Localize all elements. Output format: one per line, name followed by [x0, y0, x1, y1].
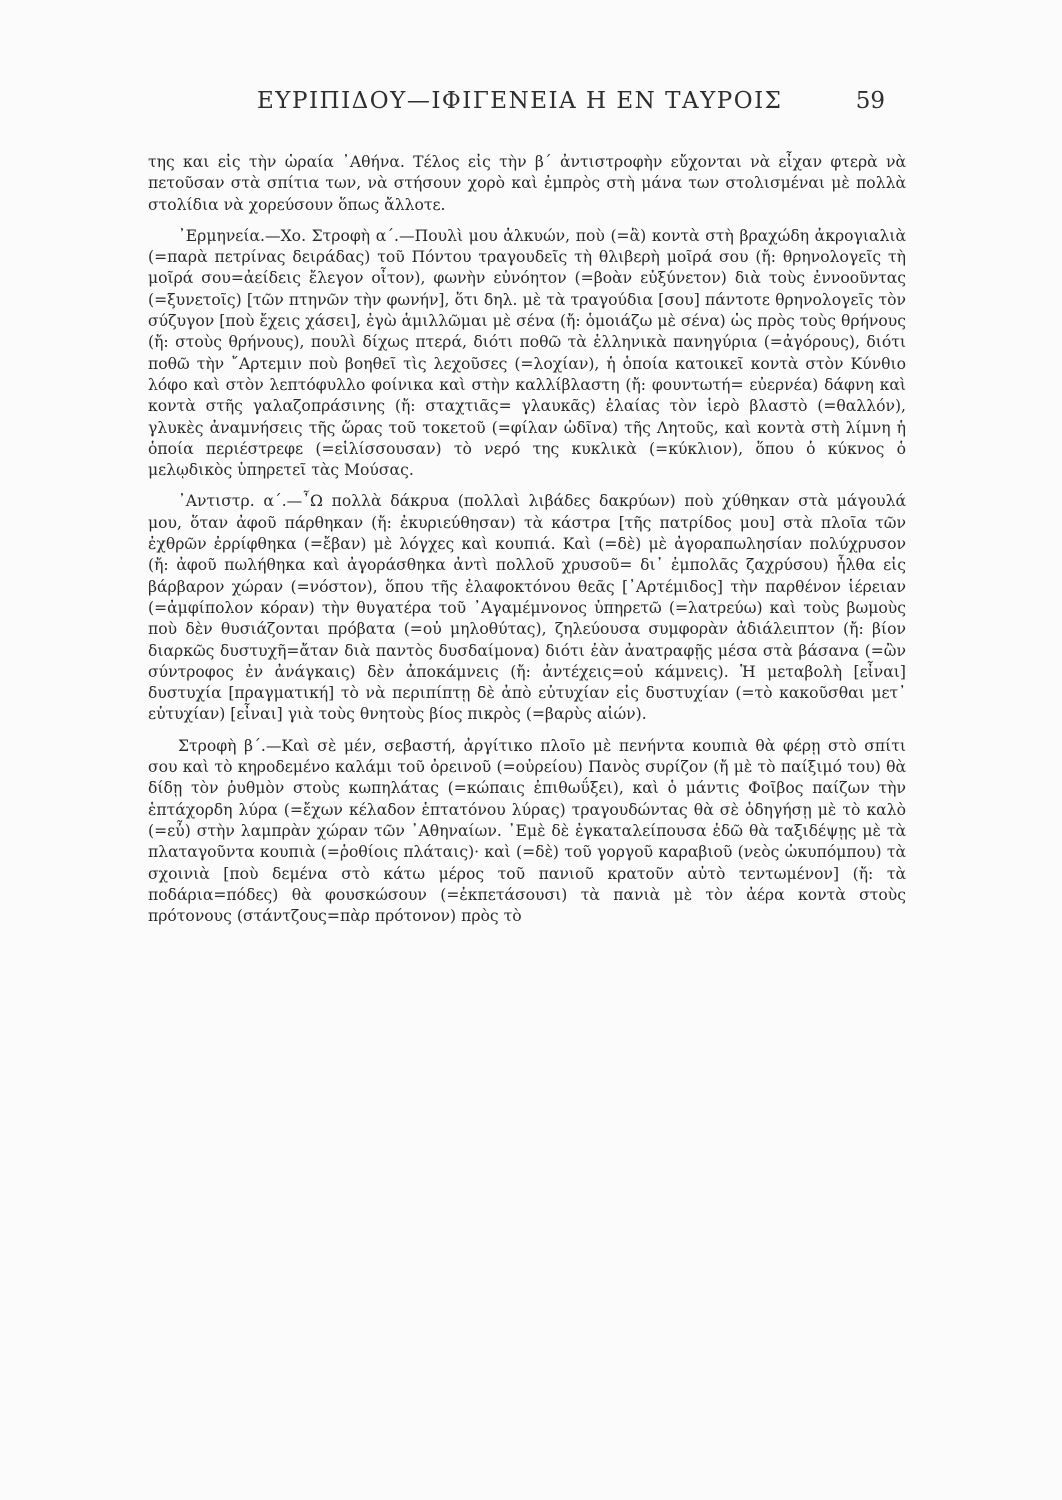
paragraph-strophe-b: Στροφὴ β΄.—Καὶ σὲ μέν, σεβαστή, ἀργίτικο πλοῖο μὲ πενήντα κουπιὰ θὰ φέρῃ στὸ σπίτι σου καὶ τὸ κηροδεμένο καλάμι τοῦ ὀρεινοῦ (=οὐρείου) Πανὸς συρίζον (ἤ μὲ τὸ παίξιμό του) θὰ δίδῃ τὸν ῥυθμὸν στοὺς κωπηλάτας (=κώπαις ἐπιθωΰξει), καὶ ὁ μάντις Φοῖβος παίζων τὴν ἑπτάχορδη λύρα (=ἔχων κέλαδον ἑπτατόνου λύρας) τραγουδώντας θὰ σὲ ὁδηγήσῃ μὲ τὸ καλὸ (=εὖ) στὴν λαμπρὰν χώραν τῶν ᾽Αθηναίων. ᾽Εμὲ δὲ ἐγκαταλείπουσα ἐδῶ θὰ ταξιδέψῃς μὲ τὰ πλαταγοῦντα κουπιὰ (=ῥοθίοις πλάταις)· καὶ (=δὲ) τοῦ γοργοῦ καραβιοῦ (νεὸς ὠκυπόμπου) τὰ σχοινιὰ [ποὺ δεμένα στὸ κάτω μέρος τοῦ πανιοῦ κρατοῦν αὐτὸ τεντωμένον] (ἤ: τὰ ποδάρια=πόδες) θὰ φουσκώσουν (=ἐκπετάσουσι) τὰ πανιὰ μὲ τὸν ἀέρα κοντὰ στοὺς πρότονους (στάντζους=πὰρ πρότονον) πρὸς τὸ	[148, 736, 906, 926]
paragraph-intro-summary: της και εἰς τὴν ὡραία ᾽Αθήνα. Τέλος εἰς τὴν β΄ ἀντιστροφὴν εὔχονται νὰ εἶχαν φτερὰ νὰ πετοῦσαν στὰ σπίτια των, νὰ στήσουν χορὸ καὶ ἐμπρὸς στὴ μάνα των στολισμέναι μὲ πολλὰ στολίδια νὰ χορεύσουν ὅπως ἄλλοτε.	[148, 153, 906, 214]
page-number: 59	[855, 88, 885, 114]
paragraph-antistrophe-a: ᾽Αντιστρ. α΄.—῏Ω πολλὰ δάκρυα (πολλαὶ λιβάδες δακρύων) ποὺ χύθηκαν στὰ μάγουλά μου, ὅταν ἀφοῦ πάρθηκαν (ἤ: ἐκυριεύθησαν) τὰ κάστρα [τῆς πατρίδος μου] στὰ πλοῖα τῶν ἐχθρῶν ἐρρίφθηκα (=ἔβαν) μὲ λόγχες καὶ κουπιά. Καὶ (=δὲ) μὲ ἀγοραπωλησίαν πολύχρυσον (ἤ: ἀφοῦ πωλήθηκα καὶ ἀγοράσθηκα ἀντὶ πολλοῦ χρυσοῦ= δι᾽ ἐμπολᾶς ζαχρύσου) ἦλθα εἰς βάρβαρον χώραν (=νόστον), ὅπου τῆς ἐλαφοκτόνου θεᾶς [᾽Αρτέμιδος] τὴν παρθένον ἱέρειαν (=ἀμφίπολον κόραν) τὴν θυγατέρα τοῦ ᾽Αγαμέμνονος ὑπηρετῶ (=λατρεύω) καὶ τοὺς βωμοὺς ποὺ δὲν θυσιάζονται πρόβατα (=οὐ μηλοθύτας), ζηλεύουσα συμφορὰν ἀδιάλειπτον (ἤ: βίον διαρκῶς δυστυχῆ=ἄταν διὰ παντὸς δυσδαίμονα) διότι ἐὰν ἀνατραφῇς μέσα στὰ βάσανα (=ὢν σύντροφος ἐν ἀνάγκαις) δὲν ἀποκάμνεις (ἤ: ἀντέχεις=οὐ κάμνεις). Ἡ μεταβολὴ [εἶναι] δυστυχία [πραγματική] τὸ νὰ περιπίπτῃ δὲ ἀπὸ εὐτυχίαν εἰς δυστυχίαν (=τὸ κακοῦσθαι μετ᾽ εὐτυχίαν) [εἶναι] γιὰ τοὺς θνητοὺς βίος πικρὸς (=βαρὺς αἰών).	[148, 492, 906, 724]
body-text	[148, 152, 906, 927]
running-head: ΕΥΡΙΠΙΔΟΥ—ΙΦΙΓΕΝΕΙΑ Η ΕΝ ΤΑΥΡΟΙΣ	[257, 88, 783, 114]
paragraph-strophe-a: ᾽Ερμηνεία.—Χο. Στροφὴ α΄.—Πουλὶ μου ἀλκυών, ποὺ (=ἃ) κοντὰ στὴ βραχώδη ἀκρογιαλιὰ (=παρὰ πετρίνας δειράδας) τοῦ Πόντου τραγουδεῖς τὴ θλιβερὴ μοῖρά σου (ἤ: θρηνολογεῖς τὴ μοῖρά σου=ἀείδεις ἔλεγον οἶτον), φωνὴν εὐνόητον (=βοὰν εὐξύνετον) διὰ τοὺς ἐννοοῦντας (=ξυνετοῖς) [τῶν πτηνῶν τὴν φωνήν], ὅτι δηλ. μὲ τὰ τραγούδια [σου] πάντοτε θρηνολογεῖς τὸν σύζυγον [ποὺ ἔχεις χάσει], ἐγὼ ἁμιλλῶμαι μὲ σένα (ἤ: ὁμοιάζω μὲ σένα) ὡς πρὸς τοὺς θρήνους (ἤ: στοὺς θρήνους), πουλὶ δίχως πτερά, διότι ποθῶ τὰ ἑλληνικὰ πανηγύρια (=ἀγόρους), διότι ποθῶ τὴν ῎Αρτεμιν ποὺ βοηθεῖ τὶς λεχοῦσες (=λοχίαν), ἡ ὁποία κατοικεῖ κοντὰ στὸν Κύνθιο λόφο καὶ στὸν λεπτόφυλλο φοίνικα καὶ στὴν καλλίβλαστη (ἤ: φουντωτή= εὐερνέα) δάφνη καὶ κοντὰ στῆς γαλαζοπράσινης (ἤ: σταχτιᾶς= γλαυκᾶς) ἐλαίας τὸν ἱερὸ βλαστὸ (=θαλλόν), γλυκὲς ἀναμνήσεις τῆς ὥρας τοῦ τοκετοῦ (=φίλαν ὠδῖνα) τῆς Λητοῦς, καὶ κοντὰ στὴ λίμνη ἡ ὁποία περιέστρεφε (=εἱλίσσουσαν) τὸ νερό της κυκλικὰ (=κύκλιον), ὅπου ὁ κύκνος ὁ μελῳδικὸς ὑπηρετεῖ τὰς Μούσας.	[148, 226, 906, 480]
